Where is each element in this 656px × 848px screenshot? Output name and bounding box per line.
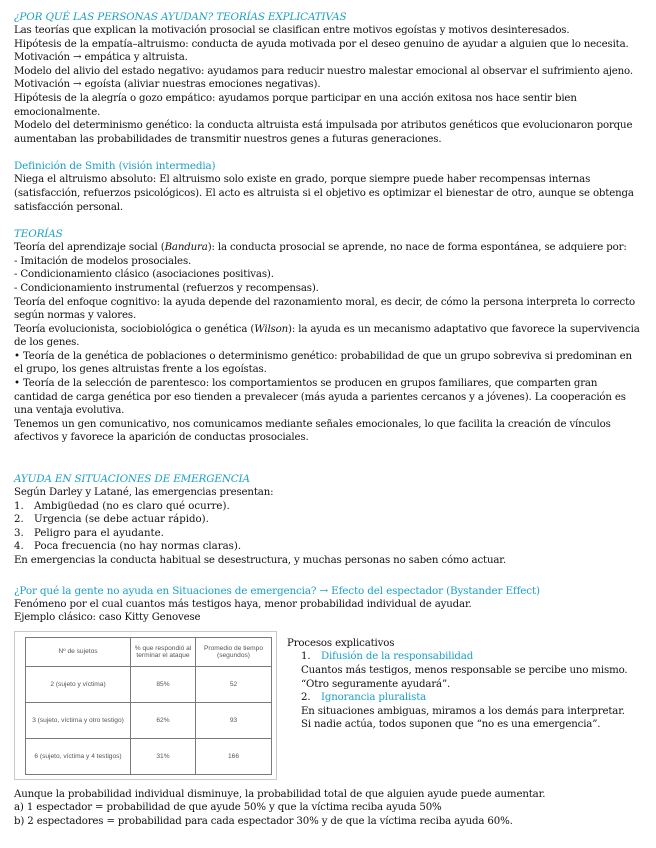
paragraph: Tenemos un gen comunicativo, nos comunicamos mediante señales emocionales, lo que facilita la creación de vínculos afectivos y favorece la aparición de conductas prosociales. bbox=[14, 418, 611, 444]
paragraph: Modelo del alivio del estado negativo: ayudamos para reducir nuestro malestar emocional al observar el sufrimiento ajeno. bbox=[14, 65, 633, 77]
table-cell: 85% bbox=[131, 666, 196, 702]
section-title-smith: Definición de Smith (visión intermedia) bbox=[14, 160, 216, 173]
table-header-row bbox=[26, 637, 272, 666]
table-cell: 166 bbox=[196, 738, 272, 774]
paragraph: En situaciones ambiguas, miramos a los demás para interpretar. bbox=[301, 705, 625, 717]
paragraph: Aunque la probabilidad individual disminuye, la probabilidad total de que alguien ayude puede aumentar. bbox=[14, 788, 546, 800]
list-item: - Imitación de modelos prosociales. bbox=[14, 255, 192, 267]
processes-title: Procesos explicativos bbox=[287, 637, 395, 649]
table-cell: 31% bbox=[131, 738, 196, 774]
paragraph: a) 1 espectador = probabilidad de que ayude 50% y que la víctima reciba ayuda 50% bbox=[14, 802, 442, 814]
bullet-item: • Teoría de la selección de parentesco: los comportamientos se producen en grupos familiares, que comparten gran cantidad de carga genética por eso tienden a prevalecer (más ayuda a parientes cercanos y a jóvenes). La cooperación es una ventaja evolutiva. bbox=[14, 378, 626, 417]
paragraph: “Otro seguramente ayudará”. bbox=[301, 678, 451, 690]
paragraph: Motivación → egoísta (aliviar nuestras emociones negativas). bbox=[14, 79, 321, 91]
paragraph: Hipótesis de la empatía–altruismo: conducta de ayuda motivada por el deseo genuino de ayudar a alguien que lo necesita. bbox=[14, 38, 629, 50]
bullet-item: • Teoría de la genética de poblaciones o determinismo genético: probabilidad de que un grupo sobreviva si predominan en el grupo, los genes altruistas frente a los egoístas. bbox=[14, 350, 632, 376]
table-cell: 93 bbox=[196, 702, 272, 738]
section-title-bystander: ¿Por qué la gente no ayuda en Situaciones de emergencia? → Efecto del espectador (Bystander Effect) bbox=[14, 584, 540, 597]
paragraph: Si nadie actúa, todos suponen que “no es una emergencia”. bbox=[301, 719, 601, 731]
paragraph: Niega el altruismo absoluto: El altruismo solo existe en grado, porque siempre puede haber recompensas internas (satisfacción, refuerzos psicológicos). El acto es altruista si el objetivo es optimizar el bienestar de otro, aunque se obtenga satisfacción personal. bbox=[14, 174, 634, 213]
table-header: Promedio de tiempo (segundos) bbox=[196, 637, 272, 666]
process-item-diffusion: 1. Difusión de la responsabilidad bbox=[301, 651, 474, 663]
list-item: - Condicionamiento instrumental (refuerzos y recompensas). bbox=[14, 282, 319, 294]
table-header: Nº de sujetos bbox=[26, 637, 131, 666]
emergency-features-list bbox=[14, 500, 642, 554]
paragraph: Cuantos más testigos, menos responsable se percibe uno mismo. bbox=[301, 664, 628, 676]
bystander-block bbox=[14, 631, 642, 780]
paragraph: En emergencias la conducta habitual se desestructura, y muchas personas no saben cómo actuar. bbox=[14, 555, 506, 566]
table-cell: 62% bbox=[131, 702, 196, 738]
paragraph: Teoría del enfoque cognitivo: la ayuda depende del razonamiento moral, es decir, de cómo la persona interpreta lo correcto según normas y valores. bbox=[14, 296, 636, 322]
table-header: % que respondió al terminar el ataque bbox=[131, 637, 196, 666]
table-cell: 2 (sujeto y víctima) bbox=[26, 666, 131, 702]
paragraph: Según Darley y Latané, las emergencias presentan: bbox=[14, 487, 274, 499]
list-item: - Condicionamiento clásico (asociaciones positivas). bbox=[14, 269, 274, 281]
paragraph: Hipótesis de la alegría o gozo empático: ayudamos porque participar en una acción exitosa nos hace sentir bien emocionalmente. bbox=[14, 92, 577, 118]
paragraph: Motivación → empática y altruista. bbox=[14, 52, 188, 64]
list-item: 2. Urgencia (se debe actuar rápido). bbox=[14, 514, 209, 526]
explanatory-processes bbox=[287, 637, 637, 780]
table-cell: 6 (sujeto, víctima y 4 testigos) bbox=[26, 738, 131, 774]
table-row bbox=[26, 702, 272, 738]
paragraph-wilson: Teoría evolucionista, sociobiológica o genética (Wilson): la ayuda es un mecanismo adaptativo que favorece la supervivencia de los genes. bbox=[14, 323, 640, 349]
table-row bbox=[26, 738, 272, 774]
paragraph: Ejemplo clásico: caso Kitty Genovese bbox=[14, 612, 201, 624]
study-table-frame bbox=[14, 631, 277, 780]
study-table bbox=[25, 637, 272, 775]
table-row bbox=[26, 666, 272, 702]
table-cell: 3 (sujeto, víctima y otro testigo) bbox=[26, 702, 131, 738]
section-title-motivation: ¿POR QUÉ LAS PERSONAS AYUDAN? TEORÍAS EXPLICATIVAS bbox=[14, 11, 347, 23]
paragraph: Las teorías que explican la motivación prosocial se clasifican entre motivos egoístas y motivos desinteresados. bbox=[14, 25, 570, 36]
list-item: 3. Peligro para el ayudante. bbox=[14, 527, 164, 539]
list-item: 1. Ambigüedad (no es claro qué ocurre). bbox=[14, 500, 230, 512]
list-item: 4. Poca frecuencia (no hay normas claras). bbox=[14, 541, 242, 553]
table-cell: 52 bbox=[196, 666, 272, 702]
paragraph-bandura: Teoría del aprendizaje social (Bandura): la conducta prosocial se aprende, no nace de forma espontánea, se adquiere por: bbox=[14, 242, 627, 254]
section-title-theories: TEORÍAS bbox=[14, 228, 63, 241]
paragraph: Fenómeno por el cual cuantos más testigos haya, menor probabilidad individual de ayudar. bbox=[14, 598, 472, 610]
paragraph: Modelo del determinismo genético: la conducta altruista está impulsada por atributos genéticos que evolucionaron porque aumentaban las probabilidades de transmitir nuestros genes a futuras generaciones. bbox=[14, 120, 633, 145]
paragraph: b) 2 espectadores = probabilidad para cada espectador 30% y de que la víctima reciba ayuda 60%. bbox=[14, 815, 513, 827]
process-item-ignorance: 2. Ignorancia pluralista bbox=[301, 692, 427, 704]
section-title-emergency: AYUDA EN SITUACIONES DE EMERGENCIA bbox=[14, 473, 250, 486]
